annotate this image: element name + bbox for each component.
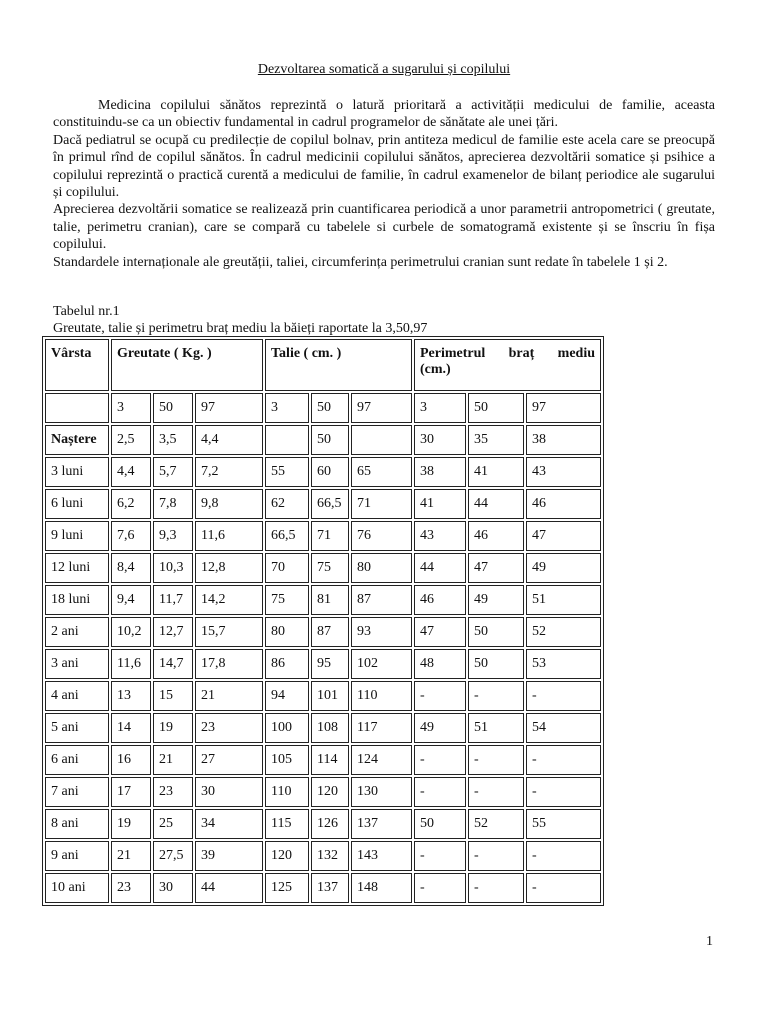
value-cell: 48: [414, 649, 466, 679]
age-cell: 2 ani: [45, 617, 109, 647]
value-cell: 7,2: [195, 457, 263, 487]
value-cell: 148: [351, 873, 412, 903]
value-cell: 137: [311, 873, 349, 903]
table-label: Tabelul nr.1: [53, 304, 120, 319]
value-cell: 71: [311, 521, 349, 551]
age-cell: 3 ani: [45, 649, 109, 679]
percentile-cell: 3: [111, 393, 151, 423]
value-cell: 108: [311, 713, 349, 743]
value-cell: 13: [111, 681, 151, 711]
percentile-row: [45, 393, 601, 423]
value-cell: 132: [311, 841, 349, 871]
value-cell: 66,5: [311, 489, 349, 519]
value-cell: -: [414, 873, 466, 903]
value-cell: 17: [111, 777, 151, 807]
value-cell: 51: [468, 713, 524, 743]
age-cell: Naștere: [45, 425, 109, 455]
value-cell: 44: [195, 873, 263, 903]
value-cell: 75: [311, 553, 349, 583]
value-cell: 4,4: [111, 457, 151, 487]
table-caption: Greutate, talie și perimetru braț mediu la băieți raportate la 3,50,97: [53, 321, 428, 336]
table-row: [45, 617, 601, 647]
value-cell: 15,7: [195, 617, 263, 647]
table-row: [45, 745, 601, 775]
value-cell: 50: [414, 809, 466, 839]
value-cell: 39: [195, 841, 263, 871]
value-cell: 23: [111, 873, 151, 903]
percentile-cell: 3: [414, 393, 466, 423]
value-cell: 11,6: [195, 521, 263, 551]
value-cell: 102: [351, 649, 412, 679]
table-body: [45, 393, 601, 903]
table-row: [45, 585, 601, 615]
value-cell: 7,8: [153, 489, 193, 519]
table-caption-block: [53, 303, 427, 337]
value-cell: -: [414, 745, 466, 775]
header-perimeter-word3: mediu: [557, 346, 595, 361]
value-cell: 137: [351, 809, 412, 839]
value-cell: -: [468, 873, 524, 903]
value-cell: 50: [311, 425, 349, 455]
value-cell: -: [526, 745, 601, 775]
value-cell: 38: [414, 457, 466, 487]
value-cell: 46: [468, 521, 524, 551]
age-cell: 8 ani: [45, 809, 109, 839]
value-cell: 27,5: [153, 841, 193, 871]
value-cell: 23: [153, 777, 193, 807]
table-row: [45, 777, 601, 807]
value-cell: 27: [195, 745, 263, 775]
value-cell: 12,7: [153, 617, 193, 647]
value-cell: 14,7: [153, 649, 193, 679]
value-cell: -: [468, 745, 524, 775]
value-cell: 4,4: [195, 425, 263, 455]
table-row: [45, 713, 601, 743]
value-cell: 43: [414, 521, 466, 551]
value-cell: 86: [265, 649, 309, 679]
value-cell: 21: [111, 841, 151, 871]
age-cell: 18 luni: [45, 585, 109, 615]
header-age: Vârsta: [45, 339, 109, 391]
value-cell: -: [468, 841, 524, 871]
value-cell: 93: [351, 617, 412, 647]
value-cell: 9,4: [111, 585, 151, 615]
age-cell: 4 ani: [45, 681, 109, 711]
value-cell: 54: [526, 713, 601, 743]
value-cell: 50: [468, 617, 524, 647]
age-cell: 6 ani: [45, 745, 109, 775]
table-wrapper: [42, 336, 604, 906]
value-cell: 65: [351, 457, 412, 487]
value-cell: 66,5: [265, 521, 309, 551]
value-cell: 9,3: [153, 521, 193, 551]
value-cell: 14: [111, 713, 151, 743]
value-cell: 100: [265, 713, 309, 743]
value-cell: 35: [468, 425, 524, 455]
value-cell: 2,5: [111, 425, 151, 455]
header-height: Talie ( cm. ): [265, 339, 412, 391]
value-cell: 21: [153, 745, 193, 775]
paragraph-pediatrics: Dacă pediatrul se ocupă cu predilecție de copilul bolnav, prin antiteza medicul de familie este acela care se preocupă în primul rînd de copilul sănătos. În cadrul medicinii copilului sănătos, aprecierea dezvoltării somatice și psihice a copilului reprezintă o practică curentă a medicului de familie, în cadrul examenelor de bilanț periodice ale sugarului și copilului.: [53, 132, 715, 201]
value-cell: 5,7: [153, 457, 193, 487]
page-number: 1: [706, 934, 713, 949]
value-cell: 19: [153, 713, 193, 743]
age-cell: 7 ani: [45, 777, 109, 807]
value-cell: 17,8: [195, 649, 263, 679]
table-row: [45, 425, 601, 455]
value-cell: 124: [351, 745, 412, 775]
value-cell: 9,8: [195, 489, 263, 519]
value-cell: 120: [311, 777, 349, 807]
value-cell: 3,5: [153, 425, 193, 455]
value-cell: 30: [195, 777, 263, 807]
percentile-cell: 50: [468, 393, 524, 423]
value-cell: 25: [153, 809, 193, 839]
table-row: [45, 649, 601, 679]
value-cell: 117: [351, 713, 412, 743]
value-cell: 11,6: [111, 649, 151, 679]
age-cell: 3 luni: [45, 457, 109, 487]
value-cell: 75: [265, 585, 309, 615]
page-title: Dezvoltarea somatică a sugarului și copilului: [257, 62, 511, 77]
value-cell: 55: [526, 809, 601, 839]
value-cell: 41: [414, 489, 466, 519]
value-cell: 10,3: [153, 553, 193, 583]
value-cell: 80: [351, 553, 412, 583]
percentile-cell: 50: [153, 393, 193, 423]
body-text: [53, 97, 715, 271]
value-cell: 8,4: [111, 553, 151, 583]
table-row: [45, 489, 601, 519]
value-cell: 115: [265, 809, 309, 839]
value-cell: 114: [311, 745, 349, 775]
paragraph-standards: Standardele internaționale ale greutății, taliei, circumferința perimetrului cranian sunt redate în tabelele 1 și 2.: [53, 254, 668, 270]
value-cell: -: [526, 777, 601, 807]
value-cell: 110: [351, 681, 412, 711]
age-cell: 6 luni: [45, 489, 109, 519]
value-cell: -: [414, 841, 466, 871]
growth-table: [42, 336, 604, 906]
value-cell: 55: [265, 457, 309, 487]
value-cell: 34: [195, 809, 263, 839]
age-cell: 9 luni: [45, 521, 109, 551]
value-cell: 15: [153, 681, 193, 711]
value-cell: 95: [311, 649, 349, 679]
table-row: [45, 521, 601, 551]
value-cell: 126: [311, 809, 349, 839]
value-cell: 44: [414, 553, 466, 583]
value-cell: 87: [351, 585, 412, 615]
table-row: [45, 553, 601, 583]
value-cell: 6,2: [111, 489, 151, 519]
value-cell: [265, 425, 309, 455]
paragraph-intro: Medicina copilului sănătos reprezintă o latură prioritară a activității medicului de familie, aceasta constituindu-se ca un obiectiv fundamental in cadrul programelor de sănătate ale unei țări.: [53, 98, 715, 131]
value-cell: -: [414, 777, 466, 807]
table-row: [45, 809, 601, 839]
value-cell: 70: [265, 553, 309, 583]
value-cell: 49: [414, 713, 466, 743]
value-cell: 62: [265, 489, 309, 519]
value-cell: 49: [526, 553, 601, 583]
value-cell: -: [468, 681, 524, 711]
header-perimeter-unit: (cm.): [420, 362, 451, 377]
value-cell: 50: [468, 649, 524, 679]
percentile-cell: 97: [195, 393, 263, 423]
value-cell: -: [526, 681, 601, 711]
percentile-cell-empty: [45, 393, 109, 423]
age-cell: 9 ani: [45, 841, 109, 871]
value-cell: 101: [311, 681, 349, 711]
value-cell: 71: [351, 489, 412, 519]
value-cell: 81: [311, 585, 349, 615]
value-cell: 47: [414, 617, 466, 647]
value-cell: 130: [351, 777, 412, 807]
age-cell: 5 ani: [45, 713, 109, 743]
value-cell: 80: [265, 617, 309, 647]
table-row: [45, 681, 601, 711]
value-cell: 41: [468, 457, 524, 487]
value-cell: 23: [195, 713, 263, 743]
percentile-cell: 50: [311, 393, 349, 423]
value-cell: 12,8: [195, 553, 263, 583]
age-cell: 10 ani: [45, 873, 109, 903]
value-cell: 38: [526, 425, 601, 455]
percentile-cell: 3: [265, 393, 309, 423]
percentile-cell: 97: [526, 393, 601, 423]
value-cell: 105: [265, 745, 309, 775]
value-cell: 16: [111, 745, 151, 775]
value-cell: 46: [526, 489, 601, 519]
value-cell: 14,2: [195, 585, 263, 615]
table-row: [45, 841, 601, 871]
header-weight: Greutate ( Kg. ): [111, 339, 263, 391]
value-cell: 143: [351, 841, 412, 871]
value-cell: -: [526, 841, 601, 871]
value-cell: 47: [526, 521, 601, 551]
value-cell: 44: [468, 489, 524, 519]
value-cell: 30: [414, 425, 466, 455]
value-cell: -: [414, 681, 466, 711]
value-cell: 60: [311, 457, 349, 487]
value-cell: 19: [111, 809, 151, 839]
value-cell: 125: [265, 873, 309, 903]
value-cell: 53: [526, 649, 601, 679]
value-cell: 21: [195, 681, 263, 711]
value-cell: 76: [351, 521, 412, 551]
value-cell: 110: [265, 777, 309, 807]
value-cell: 47: [468, 553, 524, 583]
value-cell: [351, 425, 412, 455]
value-cell: 87: [311, 617, 349, 647]
percentile-cell: 97: [351, 393, 412, 423]
age-cell: 12 luni: [45, 553, 109, 583]
value-cell: 46: [414, 585, 466, 615]
paragraph-assessment: Aprecierea dezvoltării somatice se realizează prin cuantificarea periodică a unor parametrii antropometrici ( greutate, talie, perimetru cranian), care se compară cu tabelele si curbele de somatogramă existente și se înscriu în fișa copilului.: [53, 202, 715, 253]
value-cell: 11,7: [153, 585, 193, 615]
value-cell: 30: [153, 873, 193, 903]
table-header-row: [45, 339, 601, 391]
value-cell: 94: [265, 681, 309, 711]
value-cell: -: [526, 873, 601, 903]
value-cell: -: [468, 777, 524, 807]
table-row: [45, 873, 601, 903]
header-perimeter-word1: Perimetrul: [420, 346, 486, 361]
header-perimeter-word2: braț: [508, 346, 535, 361]
value-cell: 51: [526, 585, 601, 615]
value-cell: 52: [468, 809, 524, 839]
value-cell: 10,2: [111, 617, 151, 647]
value-cell: 52: [526, 617, 601, 647]
value-cell: 120: [265, 841, 309, 871]
table-row: [45, 457, 601, 487]
header-arm-perimeter: [414, 339, 601, 391]
value-cell: 7,6: [111, 521, 151, 551]
value-cell: 49: [468, 585, 524, 615]
value-cell: 43: [526, 457, 601, 487]
